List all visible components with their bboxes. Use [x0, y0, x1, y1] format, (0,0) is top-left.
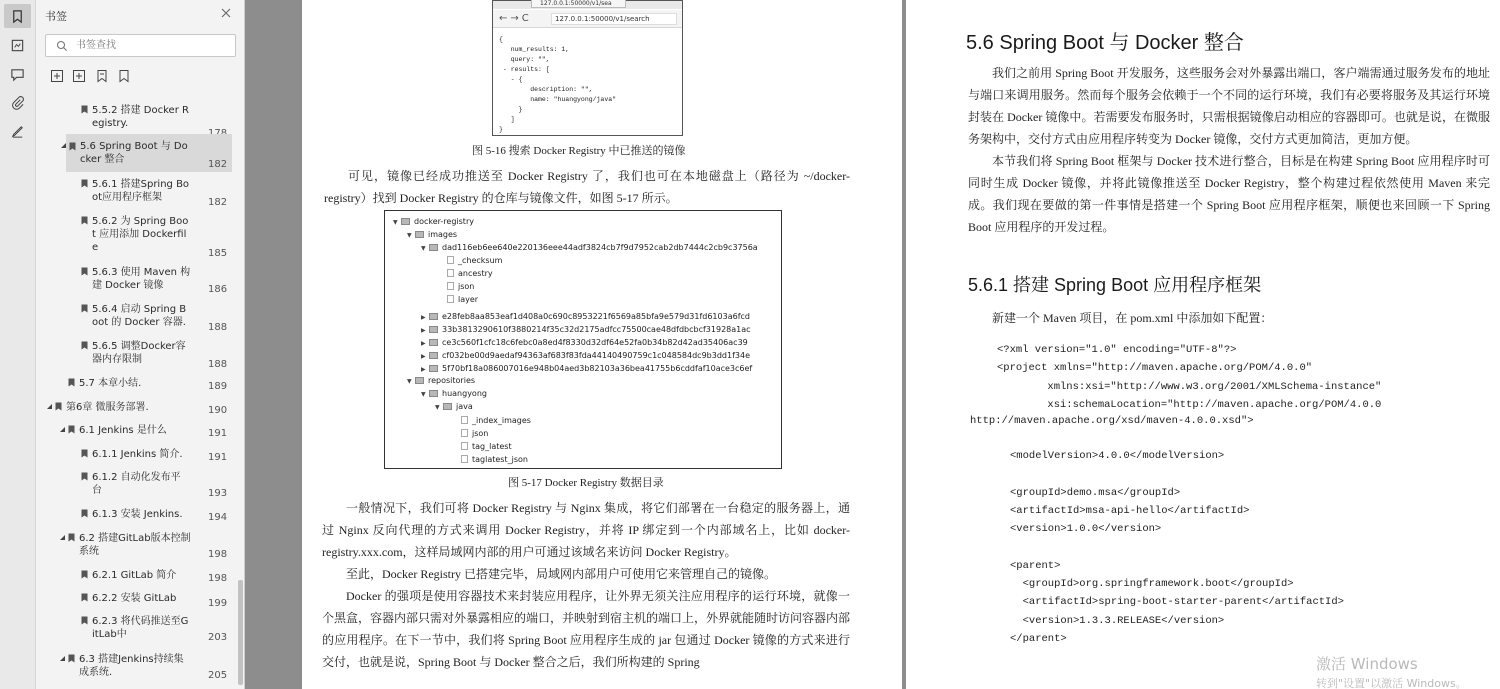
tree-label: 5f70bf18a086007016e948b04aed3b82103a36bea41755b6cddfaf10ace3c6ef — [442, 364, 753, 373]
expanded-arrow-icon[interactable] — [59, 655, 66, 662]
tree-row: ▼ images — [407, 230, 458, 239]
tree-row — [447, 281, 474, 292]
bookmark-icon — [81, 304, 88, 313]
bookmark-page: 190 — [208, 405, 228, 416]
bookmark-page: 199 — [208, 598, 228, 609]
bookmark-item[interactable] — [36, 399, 239, 415]
tree-label: json — [458, 282, 475, 291]
bookmark-icon — [81, 509, 88, 518]
bookmark-item[interactable] — [36, 469, 239, 499]
bookmark-label: 5.6.2 为 Spring Boo t 应用添加 Dockerfil e — [92, 216, 189, 253]
tree-label: cf032be00d9aedaf94363af683f83fda44140490759c1c048584dc9b3dd1f34e — [442, 351, 750, 360]
bookmark-icon — [81, 449, 88, 458]
tree-label: 33b3813290610f3880214f35c32d2175adfcc75500cae48dfdbcbcf31928a1ac — [442, 325, 751, 334]
bookmark-icon — [69, 142, 76, 151]
bookmark-icon — [81, 570, 88, 579]
tree-row: ▶ 33b3813290610f3880214f35c32d2175adfcc75500cae48dfdbcbcf31928a1ac — [421, 325, 751, 334]
bookmark-item[interactable] — [36, 375, 239, 391]
bookmark-page: 193 — [208, 488, 228, 499]
activation-watermark: 激活 Windows — [1316, 655, 1418, 673]
bookmark-item[interactable] — [36, 446, 239, 462]
expand-all-icon[interactable] — [50, 68, 64, 82]
expanded-arrow-icon[interactable] — [46, 403, 53, 410]
bookmark-label: 6.2.3 将代码推送至G itLab中 — [92, 616, 189, 640]
add-bookmark-icon[interactable] — [95, 68, 109, 82]
bookmark-page: 188 — [208, 359, 228, 370]
browser-nav-icons: ←→C — [499, 13, 532, 24]
tree-row — [447, 268, 493, 279]
bookmark-label: 6.2.2 安装 GitLab — [92, 593, 177, 604]
bookmark-label: 6.3 搭建Jenkins持续集 成系统. — [79, 654, 184, 678]
browser-screenshot-figure — [492, 0, 683, 136]
bookmark-icon — [68, 378, 75, 387]
bookmark-item[interactable] — [36, 530, 239, 560]
bookmark-label: 6.2.1 GitLab 简介 — [92, 570, 177, 581]
tree-row: ▶ cf032be00d9aedaf94363af683f83fda44140490759c1c048584dc9b3dd1f34e — [421, 351, 750, 360]
tree-row: ▼ dad116eb6ee640e220136eee44adf3824cb7f9d7952cab2db7444c2cb9c3756a — [421, 243, 758, 252]
bookmark-icon — [68, 425, 75, 434]
bookmark-item[interactable] — [36, 176, 239, 206]
bookmark-item[interactable] — [66, 134, 232, 172]
bookmark-page: 186 — [208, 284, 228, 295]
tree-label: _index_images — [472, 416, 531, 425]
bookmark-page: 198 — [208, 573, 228, 584]
tree-row: ▼ huangyong — [421, 389, 487, 398]
bookmark-icon — [81, 267, 88, 276]
activation-watermark-sub: 转到"设置"以激活 Windows。 — [1316, 677, 1467, 689]
bookmark-icon — [81, 216, 88, 225]
bookmark-page: 191 — [208, 452, 228, 463]
tree-label: json — [472, 429, 489, 438]
tree-label: docker-registry — [414, 217, 474, 226]
tree-label: images — [428, 230, 458, 239]
bookmark-icon — [81, 472, 88, 481]
bookmark-label: 6.1.2 自动化发布平 台 — [92, 472, 181, 496]
code-block: <modelVersion>4.0.0</modelVersion> <groupId>demo.msa</groupId> <artifactId>msa-api-hello</artifactId> <version>1.0.0</version> <parent> <groupId>org.springframework.boot</groupId> <artifactId>spring-boot-starter-parent</artifactId> <version>1.3.3.RELEASE</version> </parent> — [1010, 450, 1344, 645]
expanded-arrow-icon[interactable] — [59, 426, 66, 433]
bookmark-icon — [81, 341, 88, 350]
paragraph — [968, 62, 1490, 238]
close-icon[interactable] — [220, 7, 232, 19]
tree-label: ce3c560f1cfc18c6febc0a8ed4f8330d32df64e52fa0b34b82d42ad35406ac39 — [442, 338, 748, 347]
bookmark-page: 194 — [208, 512, 228, 523]
bookmark-label: 6.1.1 Jenkins 简介. — [92, 449, 183, 460]
figure-caption: 图 5-17 Docker Registry 数据目录 — [508, 477, 664, 489]
bookmark-item[interactable] — [36, 301, 239, 331]
document-page-left — [302, 0, 902, 689]
panel-title: 书签 — [45, 10, 67, 23]
document-page-right — [906, 0, 1500, 689]
bookmark-icon — [81, 105, 88, 114]
signature-icon[interactable] — [4, 119, 31, 143]
tree-row: ▶ e28feb8aa853eaf1d408a0c690c8953221f6569a85bfa9e579d31fd6103a6fcd — [421, 312, 750, 321]
bookmark-label: 5.5.2 搭建 Docker R egistry. — [92, 105, 189, 129]
paragraph-text: 我们之前用 Spring Boot 开发服务，这些服务会对外暴露出端口，客户端需通过服务发布的地址与端口来调用服务。然而每个服务会依赖于一个不同的运行环境，我们有必要将服务及其运行环境封装在 Docker 镜像中。若需要发布服务时，只需根据镜像启动相应的容器即可。也就是说，在微服务架构中，交付方式由应用程序转变为 Docker 镜像，交付方式更加简洁，更加方便。 — [968, 66, 1490, 146]
browser-tabbar — [493, 1, 682, 9]
bookmark-page: 182 — [208, 159, 228, 170]
bookmark-label: 6.2 搭建GitLab版本控制 系统 — [79, 533, 191, 557]
tree-row: ▼ java — [435, 402, 473, 411]
bookmark-label: 5.6.1 搭建Spring Bo ot应用程序框架 — [92, 179, 190, 203]
bookmark-label: 5.7 本章小结. — [79, 378, 142, 389]
browser-toolbar — [493, 10, 682, 28]
browser-url: 127.0.0.1:50000/v1/search — [551, 13, 677, 25]
attachment-icon[interactable] — [4, 90, 31, 114]
tree-row: ▶ ce3c560f1cfc18c6febc0a8ed4f8330d32df64e52fa0b34b82d42ad35406ac39 — [421, 338, 748, 347]
search-icon — [56, 40, 68, 52]
bookmark-icon — [55, 402, 62, 411]
paragraph — [324, 165, 850, 209]
tree-row — [461, 454, 528, 465]
section-heading: 5.6 Spring Boot 与 Docker 整合 — [966, 32, 1244, 54]
tree-row — [461, 428, 488, 439]
bookmark-page: 203 — [208, 632, 228, 643]
bookmark-item[interactable] — [36, 651, 239, 681]
tree-row — [447, 255, 502, 266]
bookmark-item[interactable] — [36, 213, 239, 257]
expanded-arrow-icon[interactable] — [59, 534, 66, 541]
bookmark-icon — [81, 616, 88, 625]
tree-row: ▼ docker-registry — [393, 217, 474, 226]
tree-label: ancestry — [458, 269, 493, 278]
page-thumbnail-icon[interactable] — [4, 33, 31, 57]
tree-label: repositories — [428, 376, 476, 385]
tree-row: ▶ 5f70bf18a086007016e948b04aed3b82103a36bea41755b6cddfaf10ace3c6ef — [421, 364, 753, 373]
bookmark-page: 191 — [208, 428, 228, 439]
tree-label: tag_latest — [472, 442, 512, 451]
bookmark-item[interactable] — [36, 590, 239, 609]
sidebar-icon-rail — [0, 0, 36, 689]
bookmark-page: 185 — [208, 248, 228, 259]
bookmark-item[interactable] — [36, 613, 239, 643]
bookmark-item[interactable] — [36, 264, 239, 294]
paragraph-text: 新建一个 Maven 项目，在 pom.xml 中添加如下配置： — [992, 311, 1273, 325]
bookmark-label: 第6章 微服务部署. — [66, 402, 149, 413]
search-input[interactable] — [76, 38, 226, 53]
bookmark-label: 6.1 Jenkins 是什么 — [79, 425, 167, 436]
bookmark-label: 5.6 Spring Boot 与 Do cker 整合 — [80, 141, 188, 165]
bookmark-item[interactable] — [36, 102, 239, 132]
collapse-all-icon[interactable] — [72, 68, 86, 82]
browser-tab: 127.0.0.1:50000/v1/sea — [531, 0, 626, 8]
bookmark-panel — [36, 0, 245, 689]
tree-label: huangyong — [442, 389, 487, 398]
bookmark-icon — [81, 179, 88, 188]
bookmark-page: 188 — [208, 322, 228, 333]
tree-label: java — [456, 402, 473, 411]
bookmark-icon — [81, 593, 88, 602]
paragraph-text: 一般情况下，我们可将 Docker Registry 与 Nginx 集成，将它们部署在一台稳定的服务器上，通过 Nginx 反向代理的方式来调用 Docker Registry，并将 IP 绑定到一个内部域名上，比如 docker-registry.xxx.com，这样局域网内部的用户可通过该域名来访问 Docker Registry。 — [322, 501, 850, 559]
bookmark-icon — [68, 654, 75, 663]
bookmark-label: 5.6.5 调整Docker容 器内存限制 — [92, 341, 186, 365]
bookmark-page: 189 — [208, 381, 228, 392]
paragraph — [322, 497, 850, 673]
tree-label: layer — [458, 295, 479, 304]
bookmark-scrollbar[interactable] — [238, 580, 243, 685]
bookmark-item[interactable] — [36, 338, 239, 368]
bookmark-item[interactable] — [36, 422, 239, 438]
bookmark-icon — [68, 533, 75, 542]
figure-caption: 图 5-16 搜索 Docker Registry 中已推送的镜像 — [472, 145, 686, 157]
tree-row: ▼ repositories — [407, 376, 476, 385]
paragraph — [968, 307, 1490, 329]
code-block: http://maven.apache.org/xsd/maven-4.0.0.xsd"> — [970, 415, 1254, 427]
paragraph-text: 至此，Docker Registry 已搭建完毕，局域网内部用户可使用它来管理自己的镜像。 — [346, 567, 776, 581]
bookmark-label: 5.6.3 使用 Maven 构 建 Docker 镜像 — [92, 267, 191, 291]
expanded-arrow-icon[interactable] — [60, 142, 67, 149]
tree-row — [447, 294, 478, 305]
tree-row — [461, 441, 512, 452]
bookmark-item[interactable] — [36, 506, 239, 522]
file-tree-figure — [384, 210, 782, 469]
tree-label: _checksum — [458, 256, 503, 265]
tree-label: taglatest_json — [472, 455, 528, 464]
bookmark-page: 182 — [208, 197, 228, 208]
bookmark-page: 198 — [208, 549, 228, 560]
subsection-heading: 5.6.1 搭建 Spring Boot 应用程序框架 — [968, 275, 1262, 295]
bookmark-search[interactable] — [45, 34, 236, 57]
code-block: <?xml version="1.0" encoding="UTF-8"?> <project xmlns="http://maven.apache.org/POM/4.0.0" xmlns:xsi="http://www.w3.org/2001/XMLSchema-instance" xsi:schemaLocation="http://maven.apache.org/POM/4.0.0 — [997, 344, 1382, 411]
bookmark-outline-icon[interactable] — [117, 68, 131, 82]
tree-label: dad116eb6ee640e220136eee44adf3824cb7f9d7952cab2db7444c2cb9c3756a — [442, 243, 758, 252]
comment-icon[interactable] — [4, 62, 31, 86]
json-response: { num_results: 1, query: "", - results: [ - { description: "", name: "huangyong/java" } ] } — [499, 36, 617, 133]
tree-row — [461, 415, 531, 426]
bookmark-icon[interactable] — [4, 4, 31, 28]
paragraph-text: 本节我们将 Spring Boot 框架与 Docker 技术进行整合，目标是在构建 Spring Boot 应用程序时可同时生成 Docker 镜像，并将此镜像推送至 Docker Registry，整个构建过程依然使用 Maven 来完成。我们现在要做的第一件事情是搭建一个 Spring Boot 应用程序框架，顺便也来回顾一下 Spring Boot 应用程序的开发过程。 — [968, 154, 1490, 234]
bookmark-label: 5.6.4 启动 Spring B oot 的 Docker 容器. — [92, 304, 187, 328]
bookmark-label: 6.1.3 安装 Jenkins. — [92, 509, 183, 520]
paragraph-text: Docker 的强项是使用容器技术来封装应用程序，让外界无须关注应用程序的运行环境，就像一个黑盒，容器内部只需对外暴露相应的端口，并映射到宿主机的端口上，外界就能随时访问容器内部的应用程序。在下一节中，我们将 Spring Boot 应用程序生成的 jar 包通过 Docker 镜像的方式来进行交付，也就是说，Spring Boot 与 Docker 整合之后，我们所构建的 Spring — [322, 589, 851, 669]
bookmark-page: 205 — [208, 670, 228, 681]
tree-label: e28feb8aa853eaf1d408a0c690c8953221f6569a85bfa9e579d31fd6103a6fcd — [442, 312, 750, 321]
bookmark-item[interactable] — [36, 567, 239, 583]
paragraph-text: 可见，镜像已经成功推送至 Docker Registry 了，我们也可在本地磁盘上（路径为 ~/docker-registry）找到 Docker Registry 的仓库与镜像文件，如图 5-17 所示。 — [324, 169, 850, 205]
